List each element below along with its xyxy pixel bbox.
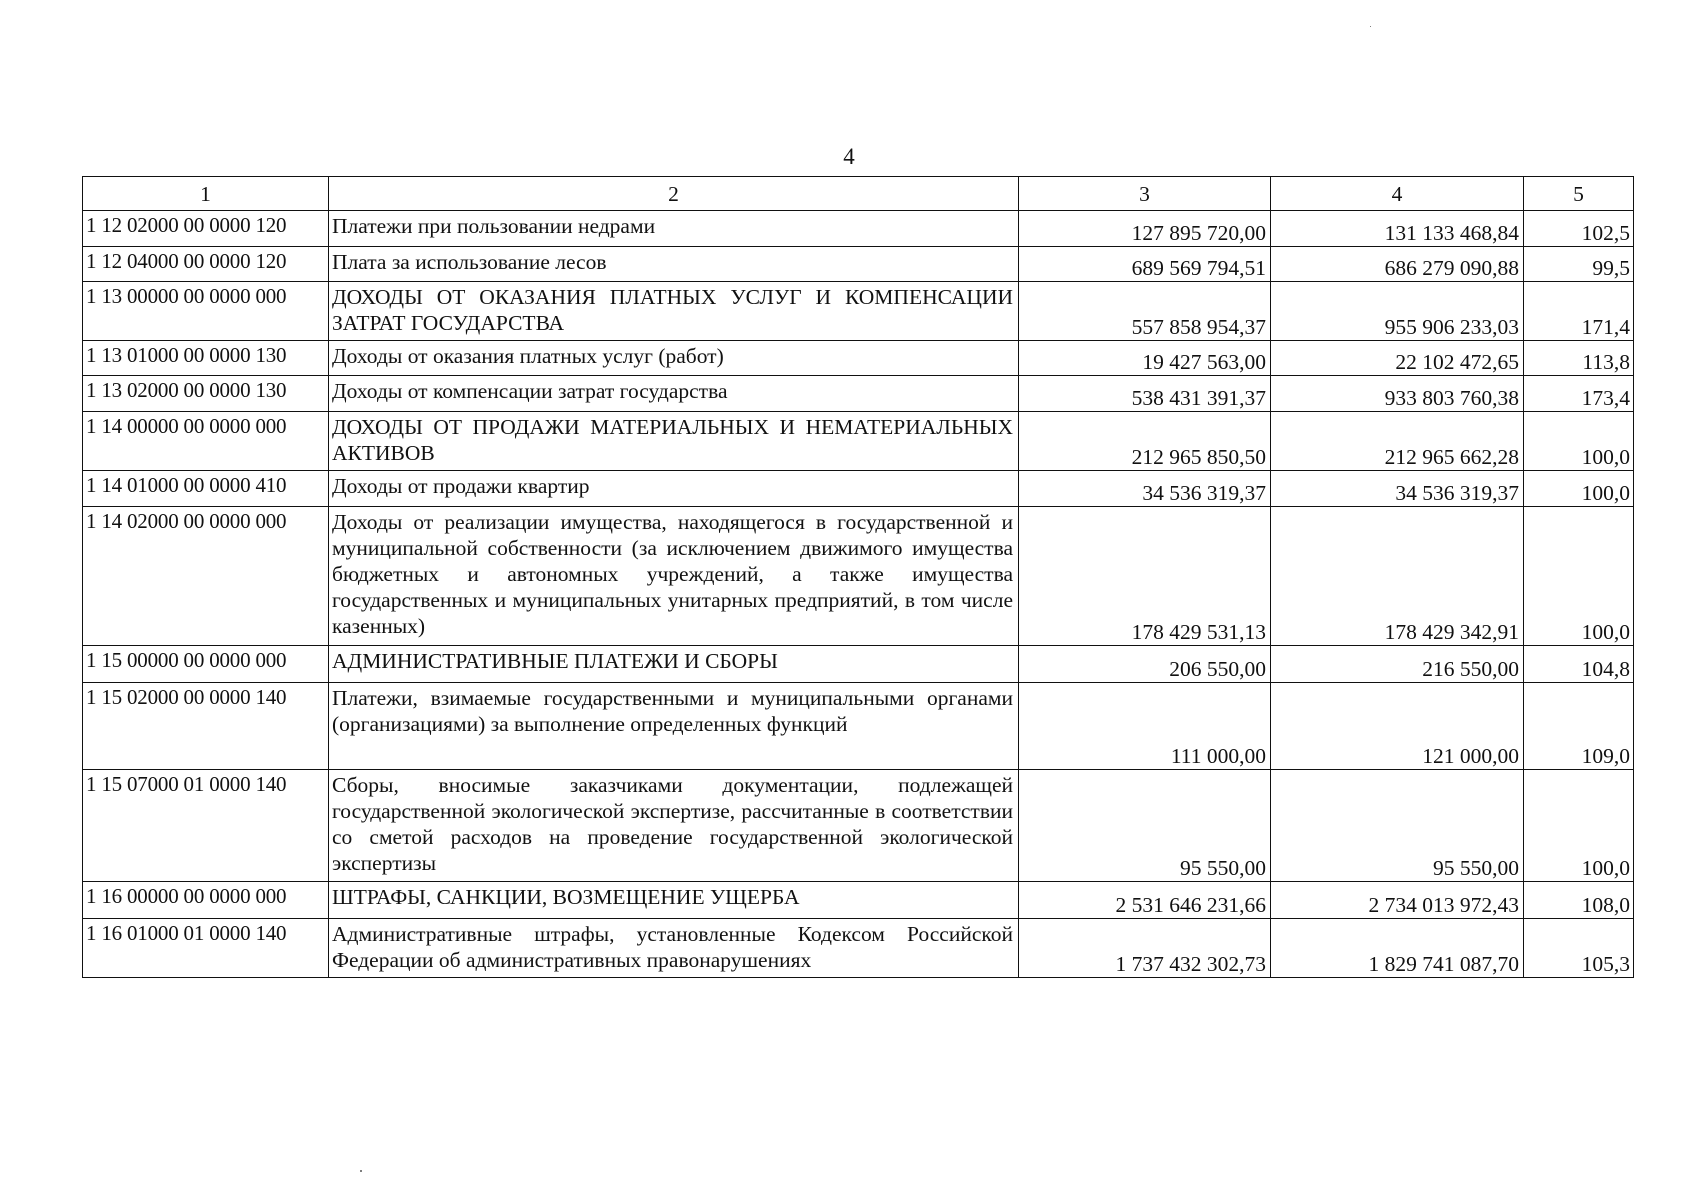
table-row xyxy=(83,646,1634,683)
amount-col4-cell: 121 000,00 xyxy=(1271,683,1524,770)
percent-cell: 100,0 xyxy=(1524,471,1634,507)
budget-code-cell: 1 13 02000 00 0000 130 xyxy=(83,376,329,412)
percent-cell: 99,5 xyxy=(1524,247,1634,282)
table-row xyxy=(83,376,1634,412)
revenue-name-cell: ДОХОДЫ ОТ ПРОДАЖИ МАТЕРИАЛЬНЫХ И НЕМАТЕРИАЛЬНЫХ АКТИВОВ xyxy=(329,412,1019,471)
column-header: 1 xyxy=(83,177,329,211)
revenue-name-cell: Платежи, взимаемые государственными и муниципальными органами (организациями) за выполнение определенных функций xyxy=(329,683,1019,770)
table-row xyxy=(83,471,1634,507)
revenue-name-cell: Плата за использование лесов xyxy=(329,247,1019,282)
table-row xyxy=(83,211,1634,247)
budget-code-cell: 1 12 02000 00 0000 120 xyxy=(83,211,329,247)
revenue-name-cell: Доходы от реализации имущества, находящегося в государственной и муниципальной собственности (за исключением движимого имущества бюджетных и автономных учреждений, а также имущества государственных и муниципальных унитарных предприятий, в том числе казенных) xyxy=(329,507,1019,646)
scan-speck xyxy=(1370,26,1371,27)
percent-cell: 105,3 xyxy=(1524,919,1634,978)
table-row xyxy=(83,247,1634,282)
budget-code-cell: 1 14 00000 00 0000 000 xyxy=(83,412,329,471)
amount-col4-cell: 131 133 468,84 xyxy=(1271,211,1524,247)
revenue-name-cell: Административные штрафы, установленные Кодексом Российской Федерации об административных правонарушениях xyxy=(329,919,1019,978)
budget-code-cell: 1 15 07000 01 0000 140 xyxy=(83,770,329,882)
budget-code-cell: 1 16 00000 00 0000 000 xyxy=(83,882,329,919)
revenue-table xyxy=(82,176,1634,978)
percent-cell: 113,8 xyxy=(1524,341,1634,376)
revenue-name-cell: Доходы от продажи квартир xyxy=(329,471,1019,507)
table-header-row xyxy=(83,177,1634,211)
amount-col4-cell: 95 550,00 xyxy=(1271,770,1524,882)
amount-col3-cell: 212 965 850,50 xyxy=(1019,412,1271,471)
revenue-name-cell: ДОХОДЫ ОТ ОКАЗАНИЯ ПЛАТНЫХ УСЛУГ И КОМПЕНСАЦИИ ЗАТРАТ ГОСУДАРСТВА xyxy=(329,282,1019,341)
amount-col3-cell: 206 550,00 xyxy=(1019,646,1271,683)
amount-col4-cell: 22 102 472,65 xyxy=(1271,341,1524,376)
amount-col4-cell: 212 965 662,28 xyxy=(1271,412,1524,471)
column-header: 5 xyxy=(1524,177,1634,211)
percent-cell: 100,0 xyxy=(1524,507,1634,646)
amount-col3-cell: 34 536 319,37 xyxy=(1019,471,1271,507)
table-row xyxy=(83,919,1634,978)
amount-col3-cell: 689 569 794,51 xyxy=(1019,247,1271,282)
revenue-name-cell: Сборы, вносимые заказчиками документации, подлежащей государственной экологической экспертизе, рассчитанные в соответствии со сметой расходов на проведение государственной экологической экспертизы xyxy=(329,770,1019,882)
amount-col4-cell: 216 550,00 xyxy=(1271,646,1524,683)
column-header: 2 xyxy=(329,177,1019,211)
page-number: 4 xyxy=(843,144,855,169)
percent-cell: 109,0 xyxy=(1524,683,1634,770)
revenue-name-cell: ШТРАФЫ, САНКЦИИ, ВОЗМЕЩЕНИЕ УЩЕРБА xyxy=(329,882,1019,919)
table-row xyxy=(83,770,1634,882)
amount-col3-cell: 111 000,00 xyxy=(1019,683,1271,770)
budget-code-cell: 1 12 04000 00 0000 120 xyxy=(83,247,329,282)
column-header: 4 xyxy=(1271,177,1524,211)
amount-col3-cell: 178 429 531,13 xyxy=(1019,507,1271,646)
table-body xyxy=(83,177,1634,978)
budget-code-cell: 1 15 00000 00 0000 000 xyxy=(83,646,329,683)
table-row xyxy=(83,683,1634,770)
amount-col3-cell: 2 531 646 231,66 xyxy=(1019,882,1271,919)
amount-col4-cell: 178 429 342,91 xyxy=(1271,507,1524,646)
revenue-name-cell: Доходы от оказания платных услуг (работ) xyxy=(329,341,1019,376)
amount-col4-cell: 955 906 233,03 xyxy=(1271,282,1524,341)
amount-col3-cell: 127 895 720,00 xyxy=(1019,211,1271,247)
table-row xyxy=(83,507,1634,646)
percent-cell: 100,0 xyxy=(1524,770,1634,882)
amount-col4-cell: 1 829 741 087,70 xyxy=(1271,919,1524,978)
percent-cell: 102,5 xyxy=(1524,211,1634,247)
amount-col4-cell: 2 734 013 972,43 xyxy=(1271,882,1524,919)
amount-col3-cell: 557 858 954,37 xyxy=(1019,282,1271,341)
table-row xyxy=(83,882,1634,919)
scan-speck xyxy=(360,1170,362,1172)
percent-cell: 100,0 xyxy=(1524,412,1634,471)
budget-code-cell: 1 15 02000 00 0000 140 xyxy=(83,683,329,770)
budget-code-cell: 1 13 00000 00 0000 000 xyxy=(83,282,329,341)
amount-col3-cell: 95 550,00 xyxy=(1019,770,1271,882)
amount-col3-cell: 538 431 391,37 xyxy=(1019,376,1271,412)
table-row xyxy=(83,282,1634,341)
amount-col3-cell: 19 427 563,00 xyxy=(1019,341,1271,376)
percent-cell: 173,4 xyxy=(1524,376,1634,412)
amount-col4-cell: 34 536 319,37 xyxy=(1271,471,1524,507)
percent-cell: 108,0 xyxy=(1524,882,1634,919)
budget-code-cell: 1 16 01000 01 0000 140 xyxy=(83,919,329,978)
column-header: 3 xyxy=(1019,177,1271,211)
revenue-name-cell: АДМИНИСТРАТИВНЫЕ ПЛАТЕЖИ И СБОРЫ xyxy=(329,646,1019,683)
percent-cell: 171,4 xyxy=(1524,282,1634,341)
amount-col4-cell: 686 279 090,88 xyxy=(1271,247,1524,282)
budget-code-cell: 1 13 01000 00 0000 130 xyxy=(83,341,329,376)
amount-col3-cell: 1 737 432 302,73 xyxy=(1019,919,1271,978)
revenue-name-cell: Платежи при пользовании недрами xyxy=(329,211,1019,247)
table-row xyxy=(83,412,1634,471)
revenue-name-cell: Доходы от компенсации затрат государства xyxy=(329,376,1019,412)
amount-col4-cell: 933 803 760,38 xyxy=(1271,376,1524,412)
budget-code-cell: 1 14 01000 00 0000 410 xyxy=(83,471,329,507)
percent-cell: 104,8 xyxy=(1524,646,1634,683)
table-row xyxy=(83,341,1634,376)
budget-code-cell: 1 14 02000 00 0000 000 xyxy=(83,507,329,646)
